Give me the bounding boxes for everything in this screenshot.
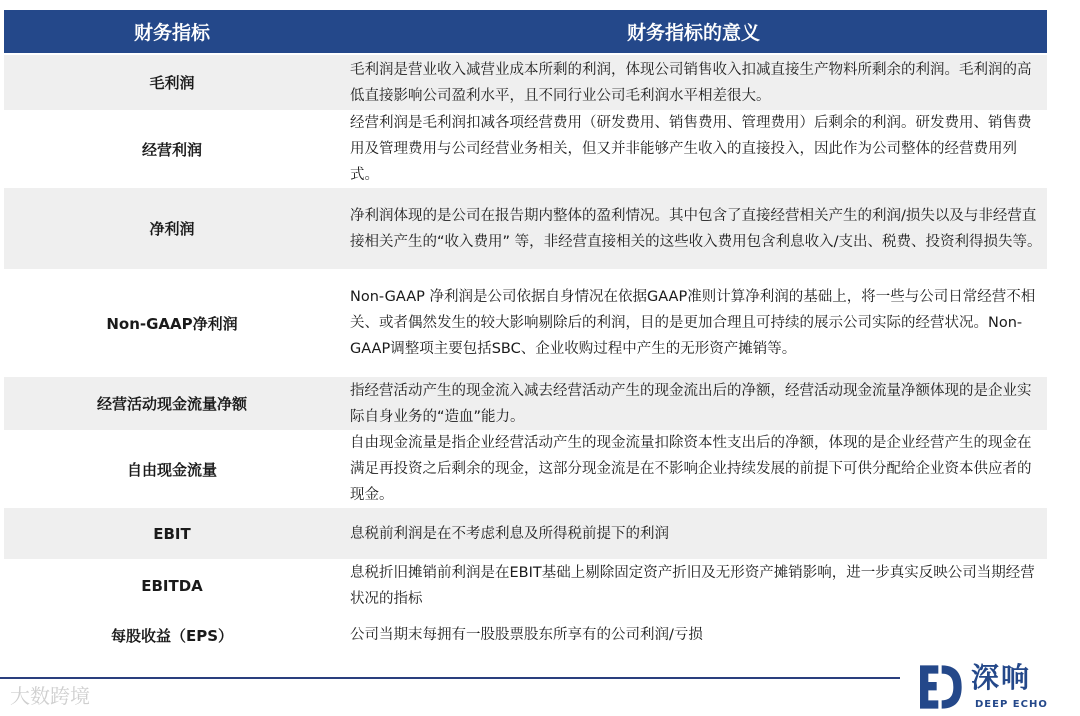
metric-name: EBITDA	[141, 576, 203, 595]
table-row	[4, 430, 1047, 508]
metric-desc-cell	[340, 622, 1047, 648]
metric-desc: 公司当期末每拥有一股股票股东所享有的公司利润/亏损	[350, 627, 703, 643]
table-row	[4, 559, 1047, 612]
table-row	[4, 110, 1047, 188]
financial-metrics-table	[4, 10, 1047, 658]
table-row	[4, 269, 1047, 377]
metric-desc: 息税前利润是在不考虑利息及所得税前提下的利润	[350, 525, 669, 542]
table-row	[4, 55, 1047, 110]
table-row	[4, 508, 1047, 559]
metric-desc: 净利润体现的是公司在报告期内整体的盈利情况。其中包含了直接经营相关产生的利润/损失以及与非经营直接相关产生的“收入费用” 等，非经营直接相关的这些收入费用包含利息收入/支出、税费、投资利得损失等。	[350, 207, 1042, 250]
header-meaning: 财务指标的意义	[626, 22, 760, 44]
logo-text-en: DEEP ECHO	[975, 699, 1048, 710]
metric-desc: 指经营活动产生的现金流入减去经营活动产生的现金流出后的净额，经营活动现金流量净额体现的是企业实际自身业务的“造血”能力。	[350, 382, 1032, 425]
table-row	[4, 612, 1047, 658]
metric-name: 毛利润	[149, 74, 195, 92]
header-metric: 财务指标	[133, 22, 210, 44]
deep-echo-logo	[915, 662, 1065, 714]
metric-name: 经营利润	[141, 140, 202, 159]
metric-name: Non-GAAP净利润	[106, 314, 238, 333]
metric-desc: 经营利润是毛利润扣减各项经营费用（研发费用、销售费用、管理费用）后剩余的利润。研发费用、销售费用及管理费用与公司经营业务相关，但又并非能够产生收入的直接投入，因此作为公司整体的经营费用列式。	[350, 115, 1032, 183]
footer-divider	[0, 677, 900, 679]
watermark: 大数跨境	[10, 684, 90, 708]
logo-mark-icon	[915, 662, 965, 712]
metric-name: EBIT	[153, 524, 191, 543]
metric-desc: Non-GAAP 净利润是公司依据自身情况在依据GAAP准则计算净利润的基础上，将一些与公司日常经营不相关、或者偶然发生的较大影响剔除后的利润，目的是更加合理且可持续的展示公司实际的经营状况。Non-GAAP调整项主要包括SBC、企业收购过程中产生的无形资产摊销等。	[350, 289, 1036, 357]
metric-desc: 息税折旧摊销前利润是在EBIT基础上剔除固定资产折旧及无形资产摊销影响，进一步真实反映公司当期经营状况的指标	[350, 564, 1035, 607]
table-row	[4, 188, 1047, 269]
table-row	[4, 377, 1047, 430]
logo-text-cn: 深响	[971, 661, 1032, 694]
metric-name: 每股收益（EPS）	[110, 626, 234, 645]
metric-name: 自由现金流量	[126, 460, 217, 479]
metric-desc: 毛利润是营业收入减营业成本所剩的利润，体现公司销售收入扣减直接生产物料所剩余的利润。毛利润的高低直接影响公司盈利水平，且不同行业公司毛利润水平相差很大。	[350, 61, 1032, 104]
metric-name: 净利润	[149, 220, 195, 238]
metric-name: 经营活动现金流量净额	[96, 395, 247, 413]
table-header	[4, 10, 1047, 55]
metric-desc: 自由现金流量是指企业经营活动产生的现金流量扣除资本性支出后的净额，体现的是企业经营产生的现金在满足再投资之后剩余的现金，这部分现金流是在不影响企业持续发展的前提下可供分配给企业资本供应者的现金。	[350, 435, 1032, 503]
